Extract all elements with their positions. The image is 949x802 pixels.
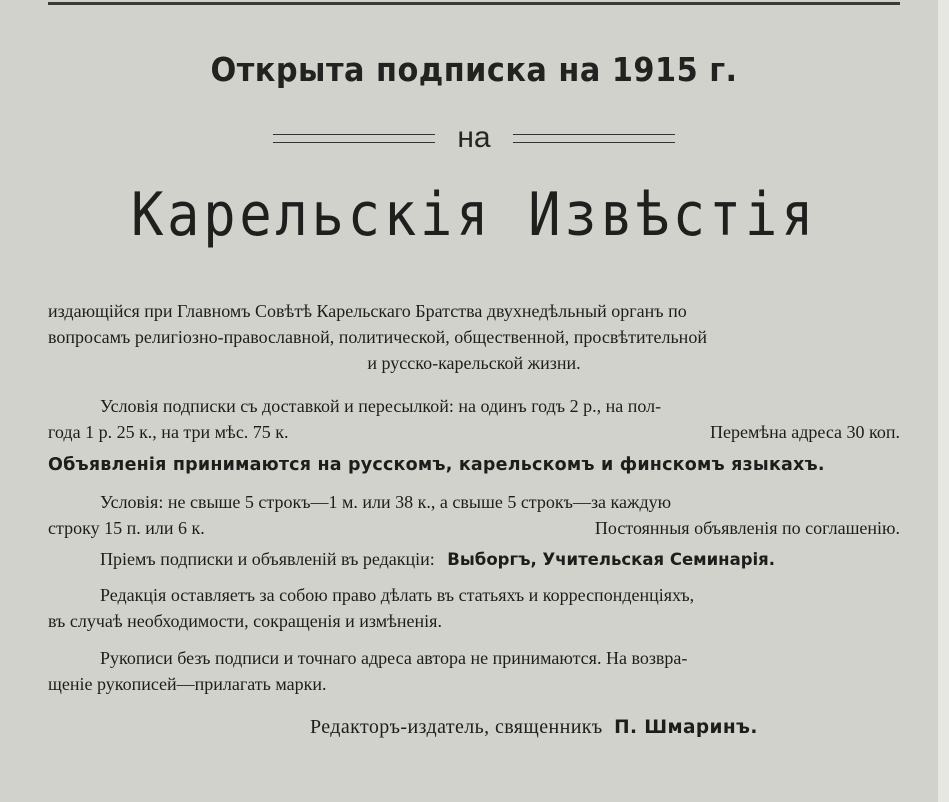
- permanent-ads-note: Постоянныя объявленія по соглашенію.: [594, 518, 900, 538]
- reception-paragraph: [48, 546, 900, 573]
- rights-line-2: въ случаѣ необходимости, сокращенія и измѣненія.: [48, 611, 442, 631]
- double-rule-left: [273, 134, 435, 143]
- na-divider: [48, 118, 900, 158]
- subscription-line-1: Условія подписки съ доставкой и пересылкой: на одинъ годъ 2 р., на пол-: [100, 396, 662, 416]
- editor-role: Редакторъ-издатель, священникъ: [310, 716, 603, 738]
- subscription-line-2: [48, 419, 900, 445]
- subscription-terms: [48, 393, 900, 445]
- ads-line-rate: строку 15 п. или 6 к.: [48, 518, 205, 538]
- editor-signature: [310, 716, 758, 739]
- ads-terms: [48, 489, 900, 541]
- reception-text: Пріемъ подписки и объявленій въ редакціи:: [100, 549, 435, 569]
- description-line-3: и русско-карельской жизни.: [367, 353, 581, 373]
- editor-name: П. Шмаринъ.: [614, 717, 758, 738]
- manuscripts-paragraph: [48, 645, 900, 697]
- na-word: на: [457, 121, 491, 154]
- reception-line: [48, 546, 900, 573]
- manuscripts-line-1: Рукописи безъ подписи и точнаго адреса автора не принимаются. На возвра-: [100, 648, 688, 668]
- editorial-address: Выборгъ, Учительская Семинарія.: [447, 550, 776, 569]
- manuscripts-line-2: щеніе рукописей—прилагать марки.: [48, 674, 327, 694]
- description-line-2: вопросамъ религіозно-православной, политической, общественной, просвѣтительной: [48, 327, 707, 347]
- ads-line-2: [48, 515, 900, 541]
- subscription-announcement: Открыта подписка на 1915 г.: [210, 50, 738, 89]
- ads-line-1: Условія: не свыше 5 строкъ—1 м. или 38 к., а свыше 5 строкъ—за каждую: [100, 492, 672, 512]
- double-rule-right: [513, 134, 675, 143]
- rights-paragraph: [48, 582, 900, 634]
- address-change-fee: Перемѣна адреса 30 коп.: [709, 422, 900, 442]
- ads-heading: Объявленія принимаются на русскомъ, карельскомъ и финскомъ языкахъ.: [48, 455, 825, 475]
- subscription-prices: года 1 р. 25 к., на три мѣс. 75 к.: [48, 422, 289, 442]
- newspaper-masthead: Карельскія Извѣстія: [130, 180, 818, 250]
- rights-line-1: Редакція оставляетъ за собою право дѣлать въ статьяхъ и корреспонденціяхъ,: [100, 585, 695, 605]
- page-edge: [938, 0, 949, 802]
- description-line-1: издающійся при Главномъ Совѣтѣ Карельскаго Братства двухнедѣльный органъ по: [48, 301, 687, 321]
- description-paragraph: [48, 298, 900, 376]
- document-page: [48, 0, 900, 802]
